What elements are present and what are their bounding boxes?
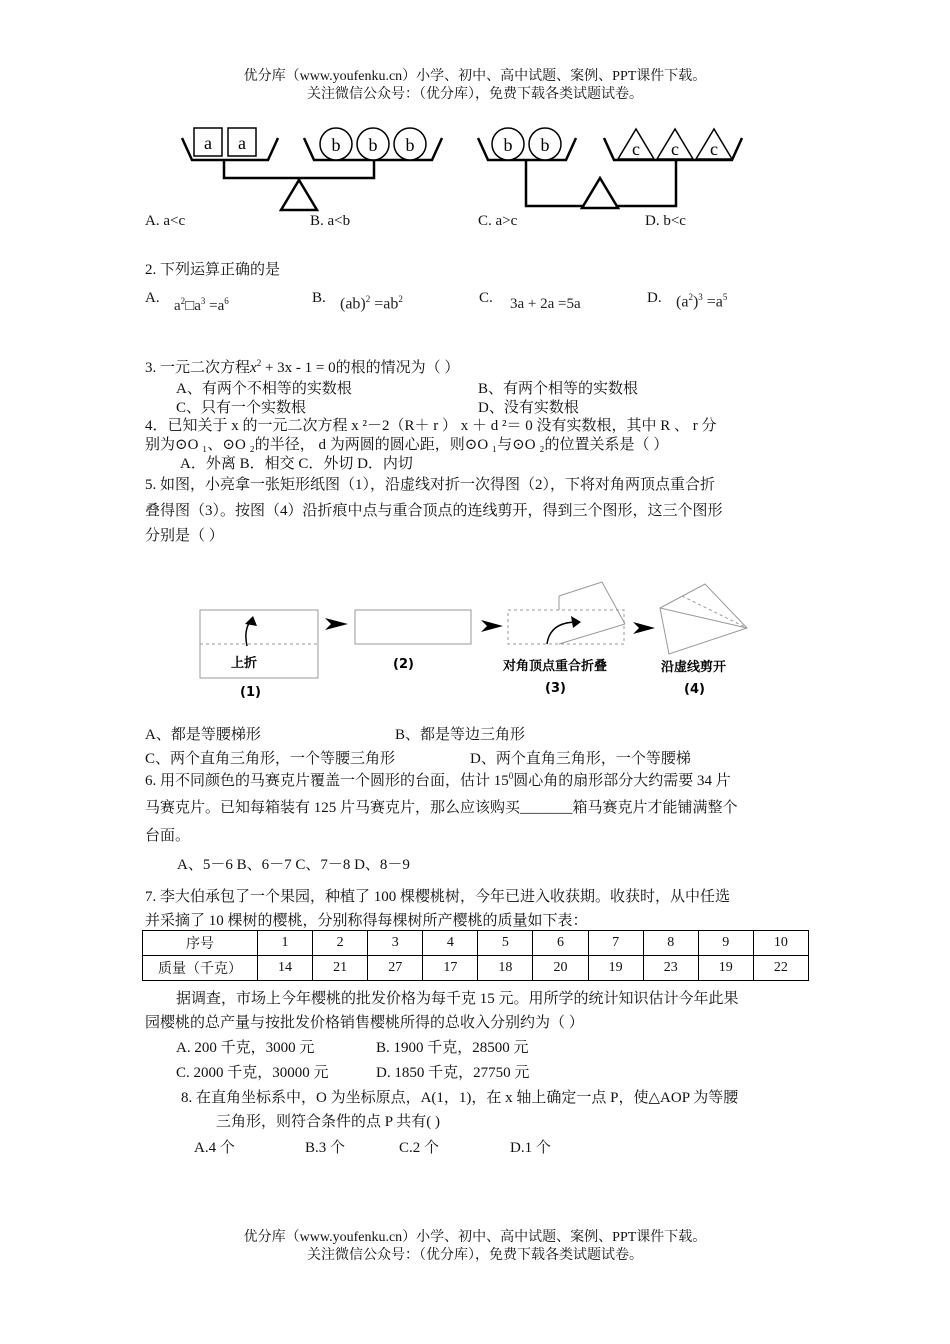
q6-line-3: 台面。	[145, 828, 191, 844]
row-header-index: 序号	[143, 931, 258, 956]
q5-line-2: 叠得图（3）。按图（4）沿折痕中点与重合顶点的连线剪开，得到三个图形，这三个图形	[145, 503, 723, 519]
ball-b-3-label: b	[405, 135, 415, 155]
q2-option-b: $(ab)^2 =ab^2$	[340, 294, 403, 313]
table-cell: 1	[258, 931, 313, 956]
q7-line-3: 据调查，市场上今年樱桃的批发价格为每千克 15 元。用所学的统计知识估计今年此果	[176, 991, 739, 1007]
q4-options: A．外离 B．相交 C．外切 D．内切	[180, 456, 413, 472]
q2-option-a: $a^2□a^3 =a^6$	[174, 296, 229, 314]
tri-c-3-label: c	[710, 139, 718, 159]
fig4-number: (4)	[684, 682, 705, 697]
fig2-rectangle	[355, 610, 471, 644]
table-cell: 22	[753, 956, 808, 981]
table-row	[143, 931, 809, 956]
q6-line-2: 马赛克片。已知每箱装有 125 片马赛克片，那么应该购买_______箱马赛克片才能铺满整个	[145, 800, 738, 816]
table-cell: 20	[533, 956, 588, 981]
fig3-number: (3)	[545, 681, 566, 696]
q2-option-c: 3a + 2a =5a	[510, 296, 581, 312]
q7-mass-table	[142, 930, 809, 981]
q8-line-2: 三角形，则符合条件的点 P 共有( )	[216, 1114, 441, 1130]
table-cell: 2	[313, 931, 368, 956]
q3-stem: 3. 一元二次方程$x^2 + 3x - 1 = 0$的根的情况为（ ）	[145, 358, 460, 376]
table-cell: 27	[368, 956, 423, 981]
table-cell: 19	[588, 956, 643, 981]
arrow-3	[633, 622, 655, 634]
fig3-fold-arrow	[547, 622, 577, 644]
q8-option-a: A.4 个	[194, 1140, 235, 1156]
q5-folding-figure	[195, 578, 765, 708]
q5-option-d: D、两个直角三角形，一个等腰梯	[470, 751, 691, 767]
fig3-caption: 对角顶点重合折叠	[503, 659, 608, 674]
q1-balance-figure	[170, 118, 750, 218]
q7-line-4: 园樱桃的总产量与按批发价格销售樱桃所得的总收入分别约为（ ）	[145, 1015, 584, 1031]
table-cell: 6	[533, 931, 588, 956]
table-cell: 5	[478, 931, 533, 956]
table-cell: 7	[588, 931, 643, 956]
q7-option-d: D. 1850 千克，27750 元	[376, 1065, 530, 1081]
q2-label-c: C.	[479, 290, 493, 306]
q7-option-c: C. 2000 千克，30000 元	[176, 1065, 329, 1081]
q2-label-d: D.	[647, 290, 662, 306]
table-cell: 8	[643, 931, 698, 956]
header-line-2: 关注微信公众号：（优分库），免费下载各类试题试卷。	[307, 87, 643, 102]
fulcrum	[582, 178, 618, 208]
block-a-2-label: a	[238, 133, 246, 153]
tri-c-2-label: c	[671, 139, 679, 159]
fig1-number: (1)	[240, 685, 261, 700]
fig4-cut	[660, 584, 747, 654]
table-cell: 23	[643, 956, 698, 981]
q8-option-c: C.2 个	[399, 1140, 440, 1156]
q6-options: A、5－6 B、6－7 C、7－8 D、8－9	[177, 857, 410, 873]
q2-label-a: A.	[145, 290, 160, 306]
table-row	[143, 956, 809, 981]
beam	[224, 160, 374, 178]
q2-option-d: $(a^2)^3 =a^5$	[676, 292, 728, 311]
q3-option-a: A、有两个不相等的实数根	[176, 381, 352, 397]
table-cell: 18	[478, 956, 533, 981]
arrow-2	[481, 620, 503, 632]
fig3-folded	[508, 582, 625, 644]
q1-option-c: C. a>c	[478, 213, 518, 229]
footer-line-2: 关注微信公众号：（优分库），免费下载各类试题试卷。	[307, 1248, 643, 1263]
arrow-1	[325, 618, 348, 630]
table-cell: 17	[423, 956, 478, 981]
q5-line-3: 分别是（ ）	[145, 528, 224, 544]
q8-option-d: D.1 个	[510, 1140, 551, 1156]
fig1-rectangle	[200, 610, 318, 678]
q7-line-1: 7. 李大伯承包了一个果园，种植了 100 棵樱桃树，今年已进入收获期。收获时，从中任选	[145, 889, 731, 905]
ball-b-1-label: b	[331, 135, 341, 155]
tri-c-1-label: c	[632, 139, 640, 159]
q5-option-b: B、都是等边三角形	[395, 727, 526, 743]
table-cell: 19	[698, 956, 753, 981]
q1-option-d: D. b<c	[645, 213, 686, 229]
q8-line-1: 8. 在直角坐标系中，O 为坐标原点，A(1，1)，在 x 轴上确定一点 P，使△AOP 为等腰	[181, 1090, 739, 1106]
q3-option-d: D、没有实数根	[478, 400, 579, 416]
header-line-1: 优分库（www.youfenku.cn）小学、初中、高中试题、案例、PPT课件下载。	[243, 69, 707, 84]
q4-line-1: 4．已知关于 x 的一元二次方程 x ²－2（R＋ r ） x ＋ d ²＝ 0 没有实数根，其中 R 、 r 分	[145, 418, 717, 434]
fulcrum	[281, 180, 317, 210]
table-cell: 4	[423, 931, 478, 956]
q7-option-b: B. 1900 千克，28500 元	[376, 1040, 529, 1056]
fig4-caption: 沿虚线剪开	[661, 660, 727, 675]
table-cell: 14	[258, 956, 313, 981]
q3-option-c: C、只有一个实数根	[176, 400, 307, 416]
q7-line-2: 并采摘了 10 棵树的樱桃，分别称得每棵树所产樱桃的质量如下表：	[145, 913, 588, 929]
ball-b-5-label: b	[540, 135, 550, 155]
q1-option-b: B. a<b	[310, 213, 351, 229]
row-header-mass: 质量（千克）	[143, 956, 258, 981]
table-cell: 10	[753, 931, 808, 956]
fig2-number: (2)	[393, 657, 414, 672]
q1-option-a: A. a<c	[145, 213, 186, 229]
block-a-1-label: a	[204, 133, 212, 153]
ball-b-2-label: b	[368, 135, 378, 155]
table-cell: 3	[368, 931, 423, 956]
q2-stem: 2. 下列运算正确的是	[145, 262, 281, 278]
q2-label-b: B.	[312, 290, 326, 306]
q3-option-b: B、有两个相等的实数根	[478, 381, 639, 397]
q7-option-a: A. 200 千克，3000 元	[176, 1040, 315, 1056]
footer-line-1: 优分库（www.youfenku.cn）小学、初中、高中试题、案例、PPT课件下载。	[243, 1230, 707, 1245]
q8-option-b: B.3 个	[305, 1140, 346, 1156]
q5-option-a: A、都是等腰梯形	[145, 727, 261, 743]
q5-option-c: C、两个直角三角形，一个等腰三角形	[145, 751, 396, 767]
ball-b-4-label: b	[503, 135, 513, 155]
q6-line-1: 6. 用不同颜色的马赛克片覆盖一个圆形的台面，估计 $15^0$圆心角的扇形部分大约需要 34 片	[145, 771, 731, 789]
q4-line-2: 别为⊙O ₁、⊙O ₂的半径， d 为两圆的圆心距，则⊙O ₁与⊙O ₂的位置关系是（ ）	[145, 437, 669, 453]
fig1-caption: 上折	[231, 656, 258, 671]
q5-line-1: 5. 如图，小亮拿一张矩形纸图（1），沿虚线对折一次得图（2），下将对角两顶点重合折	[145, 477, 716, 493]
table-cell: 21	[313, 956, 368, 981]
table-cell: 9	[698, 931, 753, 956]
